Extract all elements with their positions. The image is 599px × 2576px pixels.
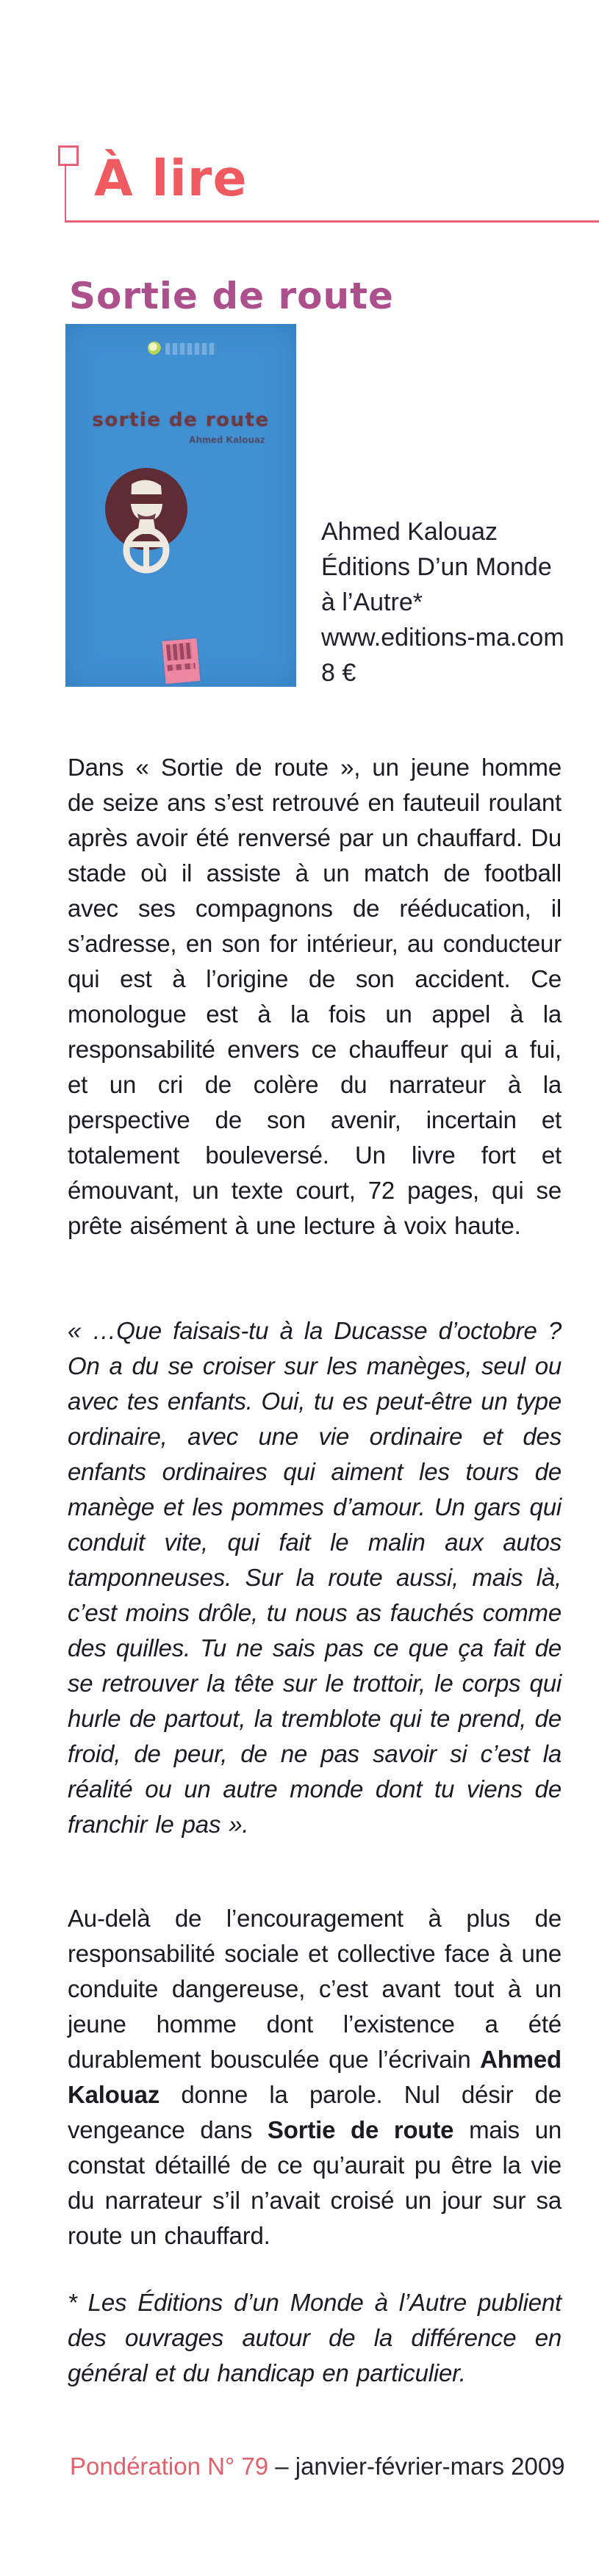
footer-magazine: Pondération N° 79 <box>70 2453 269 2480</box>
article-title: Sortie de route <box>69 274 394 317</box>
header-rule-vertical <box>65 164 66 221</box>
sticker-text-smudge <box>166 643 193 661</box>
page-footer <box>70 2452 565 2481</box>
info-website: www.editions-ma.com <box>321 624 564 652</box>
review-paragraph-2 <box>68 1901 562 2254</box>
text-segment: mais un constat détaillé de ce qu’aurait pu être la vie du narrateur s’il n’avait croisé un jour sur sa route un chauffard. <box>68 2116 562 2249</box>
section-title: À lire <box>94 149 248 208</box>
info-author: Ahmed Kalouaz <box>321 518 498 546</box>
book-cover <box>65 324 296 687</box>
logo-blob-icon <box>148 342 161 355</box>
logo-wordmark-icon <box>165 343 217 355</box>
sticker-text-smudge <box>167 663 196 671</box>
review-paragraph-1: Dans « Sortie de route », un jeune homme de seize ans s’est retrouvé en fauteuil roulant après avoir été renversé par un chauffard. Du stade où il assiste à un match de football avec ses compagnons de rééducation, il s’adresse, en son for intérieur, au conducteur qui est à l’origine de son accident. Ce monologue est à la fois un appel à la responsabilité envers ce chauffeur qui a fui, et un cri de colère du narrateur à la perspective de son avenir, incertain et totalement bouleversé. Un livre fort et émouvant, un texte court, 72 pages, qui se prête aisément à une lecture à voix haute. <box>68 754 562 1239</box>
publisher-logo-icon <box>148 340 221 359</box>
cover-author: Ahmed Kalouaz <box>189 434 266 445</box>
info-publisher-line2: à l’Autre* <box>321 588 423 616</box>
footer-issue: – janvier-février-mars 2009 <box>275 2453 565 2480</box>
header-rule-horizontal <box>65 220 599 223</box>
cover-title: sortie de route <box>92 409 270 431</box>
person-with-steering-wheel-icon <box>105 468 189 577</box>
footnote: * Les Éditions d’un Monde à l’Autre publient des ouvrages autour de la différence en général et du handicap en particulier. <box>68 2289 562 2386</box>
text-segment: donne la parole. Nul désir de vengeance dans <box>68 2081 562 2143</box>
header-bullet-square <box>58 145 79 166</box>
bold-text-segment: Ahmed Kalouaz <box>68 2046 562 2108</box>
info-publisher-line1: Éditions D’un Monde <box>321 553 552 581</box>
book-info <box>321 514 571 690</box>
review-quote: « …Que faisais-tu à la Ducasse d’octobre ? On a du se croiser sur les manèges, seul ou avec tes enfants. Oui, tu es peut-être un type ordinaire, avec une vie ordinaire et des enfants ordinaires qui aiment les tours de manège et les pommes d’amour. Un gars qui conduit vite, qui fait le malin aux autos tamponneuses. Sur la route aussi, mais là, c’est moins drôle, tu nous as fauchés comme des quilles. Tu ne sais pas ce que ça fait de se retrouver la tête sur le trottoir, le corps qui hurle de partout, la tremblote qui te prend, de froid, de peur, de ne pas savoir si c’est la réalité ou un autre monde dont tu viens de franchir le pas ». <box>68 1317 562 1838</box>
bold-text-segment: Sortie de route <box>267 2116 454 2143</box>
price-sticker <box>162 638 201 684</box>
info-price: 8 € <box>321 659 356 687</box>
text-segment: Au-delà de l’encouragement à plus de responsabilité sociale et collective face à une conduite dangereuse, c’est avant tout à un jeune homme dont l’existence a été durablement bousculée que l’écrivain <box>68 1905 562 2073</box>
